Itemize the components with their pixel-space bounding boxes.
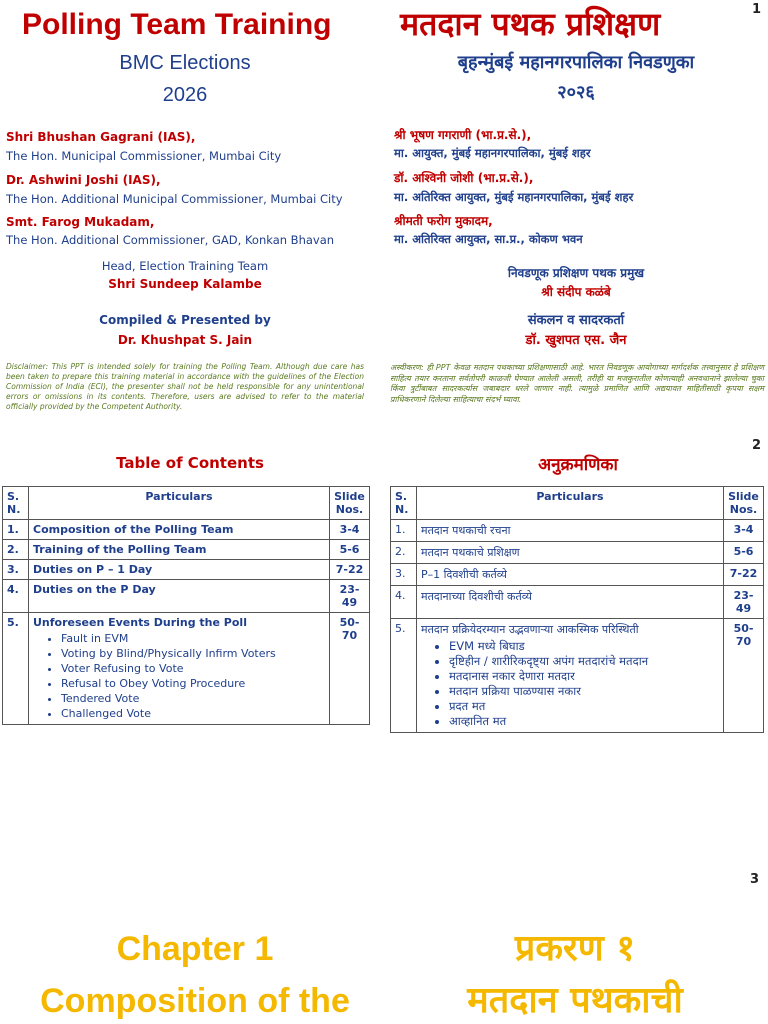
row-slides: 7-22 [330,560,370,580]
slide-toc [0,430,768,870]
row-slides: 7-22 [724,564,764,586]
table-row [3,520,370,540]
toc-table-en [2,486,370,725]
table-row [391,564,764,586]
list-item: • Voting by Blind/Physically Infirm Voters [61,646,325,661]
list-item: • Fault in EVM [61,631,325,646]
slide-cover [0,0,768,430]
compiled-name-mr: डॉ. खुशपत एस. जैन [525,333,627,348]
official-role: मा. अतिरिक्त आयुक्त, मुंबई महानगरपालिका, मुंबई शहर [394,190,634,204]
toc-title-mr: अनुक्रमणिका [538,455,618,475]
chapter-title-en: Composition of the [40,982,350,1020]
cover-title-en: Polling Team Training [22,8,332,41]
official-name: Smt. Farog Mukadam, [6,215,155,229]
row-sn: 5. [391,619,417,733]
official-role: मा. आयुक्त, मुंबई महानगरपालिका, मुंबई शहर [394,146,591,160]
table-row [3,613,370,725]
page-number: 3 [750,872,760,887]
chapter-heading-en: Chapter 1 [116,930,274,968]
row-sn: 2. [391,542,417,564]
page-number: 1 [752,2,762,17]
row-sn: 3. [391,564,417,586]
cover-year-mr: २०२६ [557,82,595,103]
table-row [3,580,370,613]
head-name-mr: श्री संदीप कळंबे [541,285,611,299]
row-particular [417,619,724,733]
cover-subtitle-mr: बृहन्मुंबई महानगरपालिका निवडणुका [457,52,695,73]
table-row [391,586,764,619]
list-item: • Tendered Vote [61,691,325,706]
row-slides: 23-49 [330,580,370,613]
row-slides: 3-4 [330,520,370,540]
cover-year-en: 2026 [162,84,208,106]
row-slides: 3-4 [724,520,764,542]
row-particular-text: मतदान प्रक्रियेदरम्यान उद्भवणाऱ्या आकस्मिक परिस्थिती [421,623,639,636]
head-label-en: Head, Election Training Team [101,259,269,273]
toc-table-mr [390,486,764,733]
list-item: • Refusal to Obey Voting Procedure [61,676,325,691]
row-particular: P–1 दिवशीची कर्तव्ये [417,564,724,586]
list-item: • मतदान प्रक्रिया पाळण्यास नकार [449,684,719,699]
row-slides: 23-49 [724,586,764,619]
cover-subtitle-en: BMC Elections [119,52,251,74]
list-item: • प्रदत मत [449,699,719,714]
row-sn: 1. [391,520,417,542]
header-slides: Slide Nos. [330,487,370,520]
header-sn: S. N. [391,487,417,520]
row-particular [29,613,330,725]
row-slides: 50-70 [724,619,764,733]
compiled-label-mr: संकलन व सादरकर्ता [527,313,625,328]
table-row [3,540,370,560]
list-item: • दृष्टिहीन / शारीरिकदृष्ट्या अपंग मतदारांचे मतदान [449,654,719,669]
row-slides: 5-6 [330,540,370,560]
compiled-label-en: Compiled & Presented by [99,313,271,327]
list-item: • Challenged Vote [61,706,325,721]
official-role: The Hon. Municipal Commissioner, Mumbai City [6,149,282,163]
row-sn: 1. [3,520,29,540]
header-particulars: Particulars [29,487,330,520]
row-particular: मतदान पथकाचे प्रशिक्षण [417,542,724,564]
list-item: • आव्हानित मत [449,714,719,729]
disclaimer-mr: अस्वीकरण: ही PPT केवळ मतदान पथकाच्या प्रशिक्षणासाठी आहे. भारत निवडणूक आयोगाच्या मार्गदर्शक तत्त्वानुसार हे प्रशिक्षण साहित्य तयार करताना सर्वतोपरी काळजी घेण्यात आलेली असली, तरीही या मजकुरातील कोणत्याही अनवधानाने झालेल्या चुका किंवा त्रुटींबाबत सादरकर्त्यास जबाबदार धरले जाणार नाही. त्यामुळे प्रमाणित आणि अद्ययावत माहितीसाठी कृपया सक्षम प्राधिकरणाने दिलेल्या साहित्याचा संदर्भ घ्यावा. [390,363,764,404]
list-item: • Voter Refusing to Vote [61,661,325,676]
subtopic-list [421,639,719,729]
toc-title-en: Table of Contents [116,454,264,472]
row-particular: Duties on P – 1 Day [29,560,330,580]
row-slides: 50-70 [330,613,370,725]
disclaimer-en: Disclaimer: This PPT is intended solely for training the Polling Team. Although due care has been taken to prepare this training material in accordance with the guidelines of the Election Commission of India (ECI), the presenter shall not be held responsible for any unintentional errors or omissions in its contents. Therefore, users are advised to refer to the material officially provided by the Competent Authority. [6,362,364,411]
row-particular: Composition of the Polling Team [29,520,330,540]
table-row [391,542,764,564]
official-role: मा. अतिरिक्त आयुक्त, सा.प्र., कोकण भवन [394,232,583,246]
row-slides: 5-6 [724,542,764,564]
official-role: The Hon. Additional Municipal Commissioner, Mumbai City [6,192,343,206]
table-row [3,560,370,580]
page-number: 2 [752,438,762,453]
official-name: Shri Bhushan Gagrani (IAS), [6,130,196,144]
table-row [391,619,764,733]
row-particular: Training of the Polling Team [29,540,330,560]
row-sn: 3. [3,560,29,580]
official-name: श्री भूषण गगराणी (भा.प्र.से.), [394,128,532,142]
table-header-row [3,487,370,520]
head-name-en: Shri Sundeep Kalambe [108,277,262,291]
row-particular: Duties on the P Day [29,580,330,613]
row-particular: मतदान पथकाची रचना [417,520,724,542]
row-sn: 2. [3,540,29,560]
row-sn: 4. [391,586,417,619]
official-name: Dr. Ashwini Joshi (IAS), [6,173,161,187]
header-sn: S. N. [3,487,29,520]
list-item: • EVM मध्ये बिघाड [449,639,719,654]
chapter-heading-mr: प्रकरण १ [514,928,636,969]
official-name: श्रीमती फरोग मुकादम, [394,214,493,228]
chapter-title-mr: मतदान पथकाची [467,980,683,1021]
compiled-name-en: Dr. Khushpat S. Jain [117,333,253,347]
row-sn: 5. [3,613,29,725]
row-particular-text: Unforeseen Events During the Poll [33,616,247,629]
slide-chapter [0,870,768,1024]
subtopic-list [33,631,325,721]
list-item: • मतदानास नकार देणारा मतदार [449,669,719,684]
header-slides: Slide Nos. [724,487,764,520]
cover-title-mr: मतदान पथक प्रशिक्षण [400,5,661,43]
official-name: डॉ. अश्विनी जोशी (भा.प्र.से.), [394,171,534,185]
header-particulars: Particulars [417,487,724,520]
head-label-mr: निवडणूक प्रशिक्षण पथक प्रमुख [507,266,645,280]
row-sn: 4. [3,580,29,613]
official-role: The Hon. Additional Commissioner, GAD, Konkan Bhavan [6,233,335,247]
row-particular: मतदानाच्या दिवशीची कर्तव्ये [417,586,724,619]
table-header-row [391,487,764,520]
table-row [391,520,764,542]
